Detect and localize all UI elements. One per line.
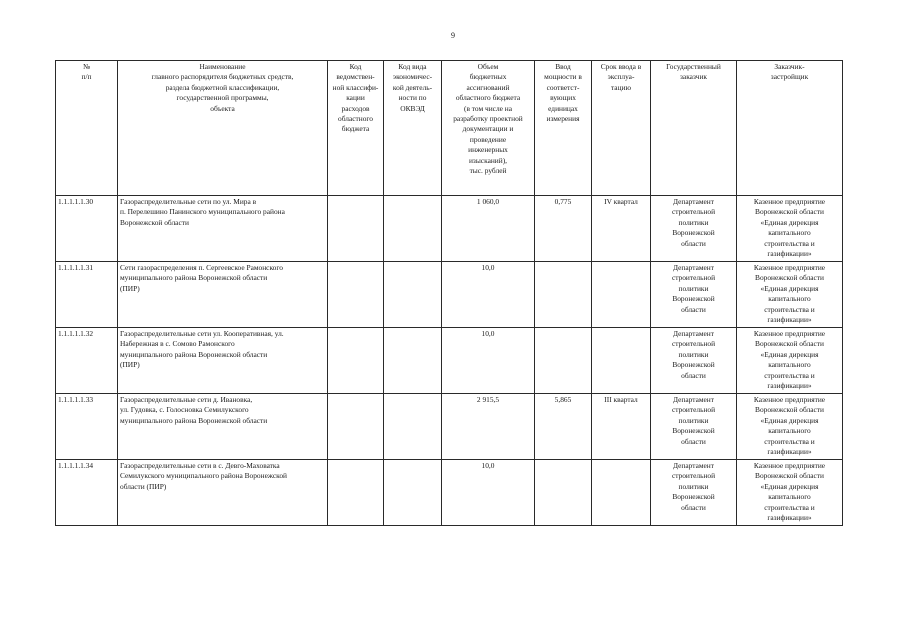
header-term-label: Срок ввода в эксплуа- тацию — [600, 62, 642, 92]
row-object-name-text: Сети газораспределения п. Сергеевское Рамонского муниципального района Воронежской области (ПИР) — [120, 263, 283, 293]
row-vedom-code — [328, 460, 384, 526]
row-term: III квартал — [592, 394, 651, 460]
row-object-name — [118, 460, 328, 526]
row-term — [592, 262, 651, 328]
row-number: 1.1.1.1.1.32 — [56, 328, 118, 394]
row-customer-text: Департамент строительной политики Воронежской области — [671, 263, 716, 314]
table-row — [56, 262, 843, 328]
row-term: IV квартал — [592, 196, 651, 262]
row-customer-text: Департамент строительной политики Воронежской области — [671, 395, 716, 446]
row-developer — [737, 262, 843, 328]
row-customer-text: Департамент строительной политики Воронежской области — [671, 197, 716, 248]
table-row — [56, 394, 843, 460]
header-capacity — [535, 61, 592, 196]
table-row — [56, 328, 843, 394]
row-object-name-text: Газораспределительные сети по ул. Мира в п. Перелешино Панинского муниципального района Воронежской области — [120, 197, 285, 227]
header-vedom-code — [328, 61, 384, 196]
table-header-row — [56, 61, 843, 196]
row-okved-code — [384, 460, 442, 526]
row-customer-text: Департамент строительной политики Воронежской области — [671, 461, 716, 512]
header-term — [592, 61, 651, 196]
table-row — [56, 460, 843, 526]
row-customer — [651, 460, 737, 526]
row-number: 1.1.1.1.1.31 — [56, 262, 118, 328]
row-okved-code — [384, 328, 442, 394]
row-vedom-code — [328, 394, 384, 460]
row-capacity — [535, 262, 592, 328]
row-developer — [737, 328, 843, 394]
header-volume-label: Объем бюджетных ассигнований областного бюджета (в том числе на разработку проектной документации и проведение инженерных изысканий), тыс. рублей — [453, 62, 523, 176]
row-number: 1.1.1.1.1.34 — [56, 460, 118, 526]
row-term — [592, 460, 651, 526]
row-developer-text: Казенное предприятие Воронежской области «Единая дирекция капитального строительства и газификации» — [753, 461, 826, 523]
row-vedom-code — [328, 196, 384, 262]
row-capacity — [535, 460, 592, 526]
row-term — [592, 328, 651, 394]
row-object-name — [118, 394, 328, 460]
table-row — [56, 196, 843, 262]
header-developer — [737, 61, 843, 196]
row-volume: 10,0 — [442, 328, 535, 394]
row-customer — [651, 262, 737, 328]
header-volume — [442, 61, 535, 196]
row-customer — [651, 196, 737, 262]
row-capacity: 5,865 — [535, 394, 592, 460]
row-volume: 1 060,0 — [442, 196, 535, 262]
row-developer-text: Казенное предприятие Воронежской области «Единая дирекция капитального строительства и газификации» — [753, 329, 826, 391]
row-developer — [737, 394, 843, 460]
row-okved-code — [384, 196, 442, 262]
header-capacity-label: Ввод мощности в соответст- вующих единицах измерения — [544, 62, 582, 124]
row-object-name — [118, 196, 328, 262]
row-developer — [737, 196, 843, 262]
row-okved-code — [384, 394, 442, 460]
row-developer-text: Казенное предприятие Воронежской области «Единая дирекция капитального строительства и газификации» — [753, 263, 826, 325]
row-vedom-code — [328, 262, 384, 328]
row-object-name-text: Газораспределительные сети ул. Кооперативная, ул. Набережная в с. Сомово Рамонского муниципального района Воронежской области (ПИР) — [120, 329, 284, 370]
row-object-name — [118, 262, 328, 328]
row-developer-text: Казенное предприятие Воронежской области «Единая дирекция капитального строительства и газификации» — [753, 197, 826, 259]
row-customer — [651, 394, 737, 460]
row-customer-text: Департамент строительной политики Воронежской области — [671, 329, 716, 380]
page-number: 9 — [451, 31, 455, 40]
header-okved-code — [384, 61, 442, 196]
row-developer — [737, 460, 843, 526]
row-number: 1.1.1.1.1.33 — [56, 394, 118, 460]
header-number — [56, 61, 118, 196]
row-capacity — [535, 328, 592, 394]
row-object-name — [118, 328, 328, 394]
row-object-name-text: Газораспределительные сети д. Ивановка, ул. Гудовка, с. Голосновка Семилукского муниципального района Воронежской области — [120, 395, 268, 425]
header-customer — [651, 61, 737, 196]
header-customer-label: Государственный заказчик — [666, 62, 721, 82]
row-customer — [651, 328, 737, 394]
header-name — [118, 61, 328, 196]
row-volume: 10,0 — [442, 460, 535, 526]
header-developer-label: Заказчик- застройщик — [770, 62, 809, 82]
header-number-label: № п/п — [81, 62, 92, 82]
header-vedom-code-label: Код ведомствен- ной классифи- кации расходов областного бюджета — [332, 62, 379, 134]
row-object-name-text: Газораспределительные сети в с. Девго-Маховатка Семилукского муниципального района Воронежской области (ПИР) — [120, 461, 287, 491]
budget-table — [55, 60, 843, 526]
row-number: 1.1.1.1.1.30 — [56, 196, 118, 262]
row-developer-text: Казенное предприятие Воронежской области «Единая дирекция капитального строительства и газификации» — [753, 395, 826, 457]
header-name-label: Наименование главного распорядителя бюджетных средств, раздела бюджетной классификации, государственной программы, объекта — [151, 62, 294, 113]
header-okved-code-label: Код вида экономичес- кой деятель- ности по ОКВЭД — [392, 62, 433, 113]
row-volume: 10,0 — [442, 262, 535, 328]
row-capacity: 0,775 — [535, 196, 592, 262]
row-vedom-code — [328, 328, 384, 394]
row-okved-code — [384, 262, 442, 328]
row-volume: 2 915,5 — [442, 394, 535, 460]
